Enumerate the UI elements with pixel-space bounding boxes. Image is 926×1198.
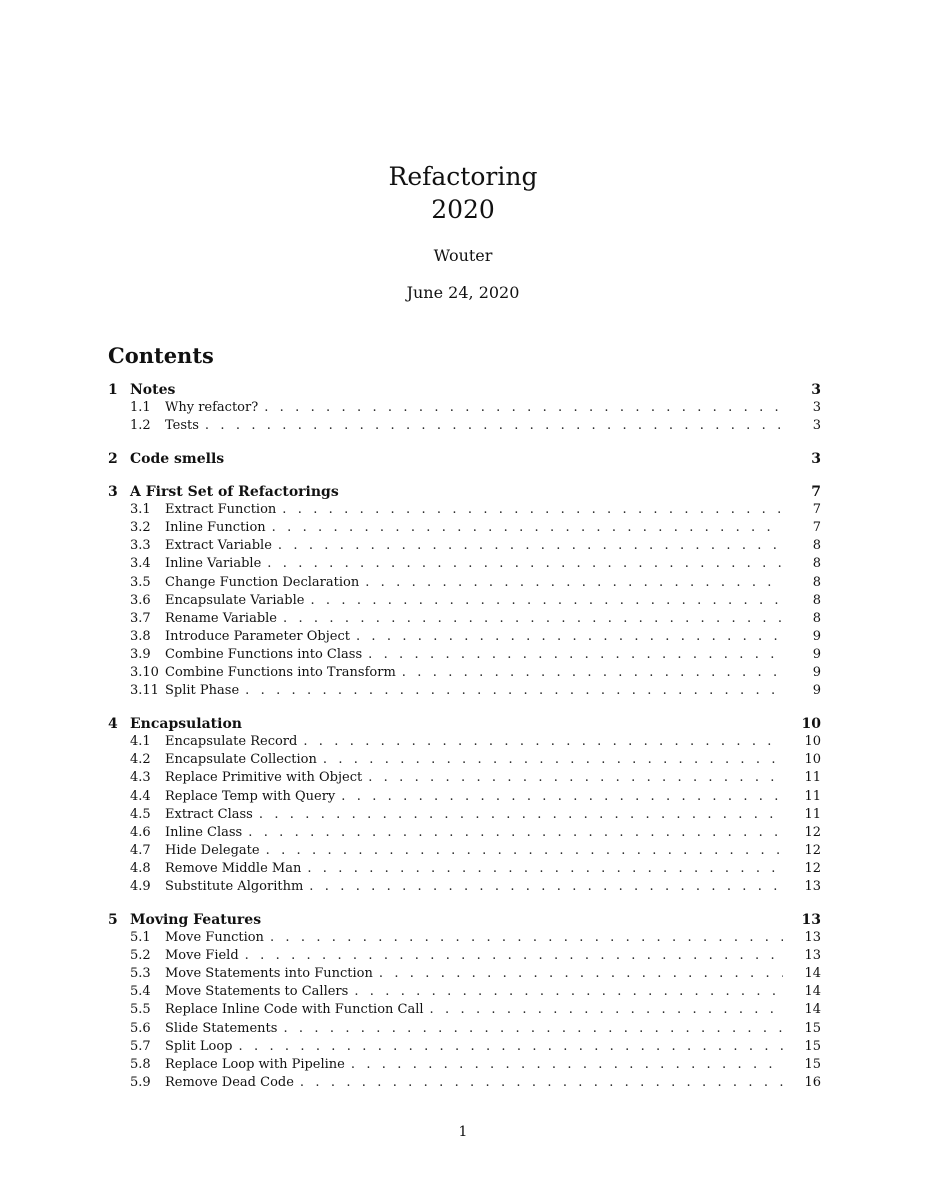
dot-leader (272, 520, 783, 535)
toc-subsection-entry[interactable] (108, 575, 821, 593)
subsection-number: 4.8 (130, 860, 151, 876)
author: Wouter (433, 246, 493, 265)
subsection-number: 3.1 (130, 502, 151, 518)
subsection-number: 3.11 (130, 683, 159, 699)
subsection-title: Replace Inline Code with Function Call (165, 1002, 424, 1018)
toc-subsection-entry[interactable] (108, 752, 821, 770)
subsection-number: 5.6 (130, 1020, 151, 1036)
subsection-page: 15 (804, 1038, 821, 1054)
subsection-number: 4.9 (130, 878, 151, 894)
toc-section-entry[interactable] (108, 382, 821, 400)
toc-section (108, 382, 821, 436)
subsection-number: 3.4 (130, 556, 151, 572)
toc-subsection-entry[interactable] (108, 770, 821, 788)
toc-section (108, 451, 821, 469)
toc-subsection-entry[interactable] (108, 665, 821, 683)
subsection-title: Inline Variable (165, 556, 262, 572)
page-number: 1 (458, 1124, 468, 1140)
subsection-number: 5.5 (130, 1002, 151, 1018)
dot-leader (430, 1002, 783, 1017)
dot-leader (354, 984, 783, 999)
subsection-title: Move Statements into Function (165, 966, 373, 982)
subsection-title: Remove Dead Code (165, 1074, 294, 1090)
toc-subsection-entry[interactable] (108, 930, 821, 948)
subsection-number: 3.3 (130, 538, 151, 554)
subsection-page: 9 (812, 683, 821, 699)
dot-leader (368, 770, 783, 785)
subsection-title: Remove Middle Man (165, 860, 302, 876)
subsection-page: 14 (804, 1002, 821, 1018)
subsection-title: Combine Functions into Transform (165, 665, 396, 681)
subsection-title: Replace Loop with Pipeline (165, 1056, 345, 1072)
toc-subsection-entry[interactable] (108, 843, 821, 861)
toc-subsection-entry[interactable] (108, 1057, 821, 1075)
subsection-title: Inline Class (165, 824, 243, 840)
dot-leader (266, 843, 783, 858)
toc-section (108, 484, 821, 701)
dot-leader (248, 825, 783, 840)
subsection-number: 5.7 (130, 1038, 151, 1054)
subsection-number: 5.1 (130, 930, 151, 946)
title-block (0, 160, 926, 302)
section-page: 13 (801, 912, 821, 929)
toc-subsection-entry[interactable] (108, 948, 821, 966)
toc-subsection-entry[interactable] (108, 400, 821, 418)
subsection-title: Split Phase (165, 683, 240, 699)
dot-leader (264, 400, 783, 415)
dot-leader (239, 1039, 783, 1054)
dot-leader (282, 502, 783, 517)
dot-leader (300, 1075, 783, 1090)
toc-section-entry[interactable] (108, 484, 821, 502)
subsection-number: 5.3 (130, 966, 151, 982)
dot-leader (368, 647, 783, 662)
subsection-number: 3.8 (130, 628, 151, 644)
subsection-page: 11 (804, 770, 821, 786)
subsection-title: Split Loop (165, 1038, 233, 1054)
subsection-title: Tests (165, 418, 199, 434)
section-page: 10 (801, 716, 821, 733)
subsection-title: Replace Temp with Query (165, 788, 336, 804)
dot-leader (259, 807, 783, 822)
subsection-title: Move Statements to Callers (165, 984, 349, 1000)
toc-section (108, 716, 821, 897)
subsection-number: 4.3 (130, 770, 151, 786)
toc-section (108, 912, 821, 1093)
toc-heading: Contents (108, 343, 214, 368)
subsection-title: Move Function (165, 930, 264, 946)
subsection-page: 12 (804, 824, 821, 840)
subsection-number: 3.10 (130, 665, 159, 681)
toc-subsection-entry[interactable] (108, 556, 821, 574)
subsection-title: Why refactor? (165, 400, 259, 415)
subsection-number: 3.2 (130, 520, 151, 536)
subsection-title: Inline Function (165, 520, 266, 536)
subsection-number: 5.2 (130, 948, 151, 964)
subsection-title: Extract Variable (165, 538, 272, 554)
subsection-number: 4.6 (130, 824, 151, 840)
dot-leader (341, 789, 783, 804)
subsection-page: 13 (804, 878, 821, 894)
subsection-page: 15 (804, 1056, 821, 1072)
date: June 24, 2020 (406, 283, 520, 302)
dot-leader (323, 752, 783, 767)
subsection-number: 3.9 (130, 646, 151, 662)
dot-leader (379, 966, 783, 981)
subsection-title: Introduce Parameter Object (165, 628, 350, 644)
toc-subsection-entry[interactable] (108, 611, 821, 629)
subsection-page: 3 (812, 418, 821, 434)
subsection-page: 15 (804, 1020, 821, 1036)
subsection-page: 7 (812, 520, 821, 536)
toc-subsection-entry[interactable] (108, 647, 821, 665)
subsection-page: 16 (804, 1074, 821, 1090)
subsection-page: 14 (804, 984, 821, 1000)
toc-subsection-entry[interactable] (108, 1002, 821, 1020)
subsection-page: 13 (804, 930, 821, 946)
toc-subsection-entry[interactable] (108, 538, 821, 556)
toc-subsection-entry[interactable] (108, 502, 821, 520)
dot-leader (351, 1057, 783, 1072)
section-number: 3 (108, 484, 118, 501)
subsection-number: 5.8 (130, 1056, 151, 1072)
dot-leader (309, 879, 783, 894)
subsection-title: Rename Variable (165, 610, 277, 626)
subsection-title: Combine Functions into Class (165, 646, 363, 662)
subsection-number: 1.1 (130, 400, 151, 415)
subsection-title: Hide Delegate (165, 842, 260, 858)
subsection-page: 7 (812, 502, 821, 518)
dot-leader (283, 611, 783, 626)
subsection-number: 5.4 (130, 984, 151, 1000)
dot-leader (283, 1021, 783, 1036)
subsection-title: Encapsulate Record (165, 734, 298, 750)
toc-subsection-entry[interactable] (108, 825, 821, 843)
subsection-page: 12 (804, 860, 821, 876)
dot-leader (307, 861, 783, 876)
subsection-page: 9 (812, 628, 821, 644)
toc-subsection-entry[interactable] (108, 1039, 821, 1057)
subsection-number: 4.5 (130, 806, 151, 822)
subsection-page: 3 (812, 400, 821, 415)
dot-leader (267, 556, 783, 571)
dot-leader (205, 418, 783, 433)
subsection-number: 4.1 (130, 734, 151, 750)
subsection-page: 10 (804, 752, 821, 768)
dot-leader (402, 665, 783, 680)
toc-subsection-entry[interactable] (108, 966, 821, 984)
toc-section-entry[interactable] (108, 912, 821, 930)
subsection-page: 14 (804, 966, 821, 982)
section-title: Notes (130, 382, 176, 398)
subsection-title: Replace Primitive with Object (165, 770, 363, 786)
section-page: 3 (811, 382, 821, 398)
section-page: 3 (811, 451, 821, 468)
section-number: 1 (108, 382, 118, 398)
subsection-page: 8 (812, 610, 821, 626)
section-number: 2 (108, 451, 118, 468)
subsection-number: 3.7 (130, 610, 151, 626)
subsection-title: Extract Function (165, 502, 277, 518)
dot-leader (303, 734, 783, 749)
toc-subsection-entry[interactable] (108, 879, 821, 897)
section-number: 4 (108, 716, 118, 733)
dot-leader (245, 948, 783, 963)
subsection-page: 10 (804, 734, 821, 750)
subsection-number: 3.5 (130, 574, 151, 590)
subsection-title: Slide Statements (165, 1020, 278, 1036)
toc-subsection-entry[interactable] (108, 734, 821, 752)
toc-subsection-entry[interactable] (108, 629, 821, 647)
subsection-number: 4.2 (130, 752, 151, 768)
section-title: A First Set of Refactorings (130, 484, 339, 501)
toc-subsection-entry[interactable] (108, 807, 821, 825)
document-title (0, 160, 926, 226)
dot-leader (278, 538, 783, 553)
subsection-page: 13 (804, 948, 821, 964)
subsection-page: 8 (812, 592, 821, 608)
toc-subsection-entry[interactable] (108, 1075, 821, 1093)
toc-subsection-entry[interactable] (108, 789, 821, 807)
toc-section-entry[interactable] (108, 451, 821, 469)
subsection-page: 8 (812, 556, 821, 572)
section-title: Code smells (130, 451, 225, 468)
subsection-page: 8 (812, 538, 821, 554)
dot-leader (310, 593, 783, 608)
dot-leader (356, 629, 783, 644)
toc-subsection-entry[interactable] (108, 683, 821, 701)
subsection-page: 9 (812, 646, 821, 662)
subsection-title: Change Function Declaration (165, 574, 360, 590)
subsection-page: 8 (812, 574, 821, 590)
subsection-page: 12 (804, 842, 821, 858)
title-line-2: 2020 (431, 195, 495, 224)
toc-subsection-entry[interactable] (108, 593, 821, 611)
subsection-number: 3.6 (130, 592, 151, 608)
table-of-contents (108, 382, 821, 1108)
subsection-number: 4.7 (130, 842, 151, 858)
subsection-page: 11 (804, 806, 821, 822)
subsection-title: Encapsulate Collection (165, 752, 317, 768)
toc-subsection-entry[interactable] (108, 861, 821, 879)
subsection-number: 4.4 (130, 788, 151, 804)
toc-subsection-entry[interactable] (108, 984, 821, 1002)
toc-subsection-entry[interactable] (108, 418, 821, 436)
subsection-number: 1.2 (130, 418, 151, 434)
dot-leader (245, 683, 783, 698)
toc-subsection-entry[interactable] (108, 1021, 821, 1039)
subsection-title: Substitute Algorithm (165, 878, 304, 894)
section-title: Moving Features (130, 912, 262, 929)
subsection-title: Encapsulate Variable (165, 592, 305, 608)
toc-subsection-entry[interactable] (108, 520, 821, 538)
subsection-title: Move Field (165, 948, 239, 964)
subsection-number: 5.9 (130, 1074, 151, 1090)
section-title: Encapsulation (130, 716, 242, 733)
subsection-title: Extract Class (165, 806, 253, 822)
subsection-page: 11 (804, 788, 821, 804)
section-number: 5 (108, 912, 118, 929)
section-page: 7 (811, 484, 821, 501)
dot-leader (270, 930, 783, 945)
title-line-1: Refactoring (388, 162, 538, 191)
subsection-page: 9 (812, 665, 821, 681)
dot-leader (365, 575, 783, 590)
toc-section-entry[interactable] (108, 716, 821, 734)
